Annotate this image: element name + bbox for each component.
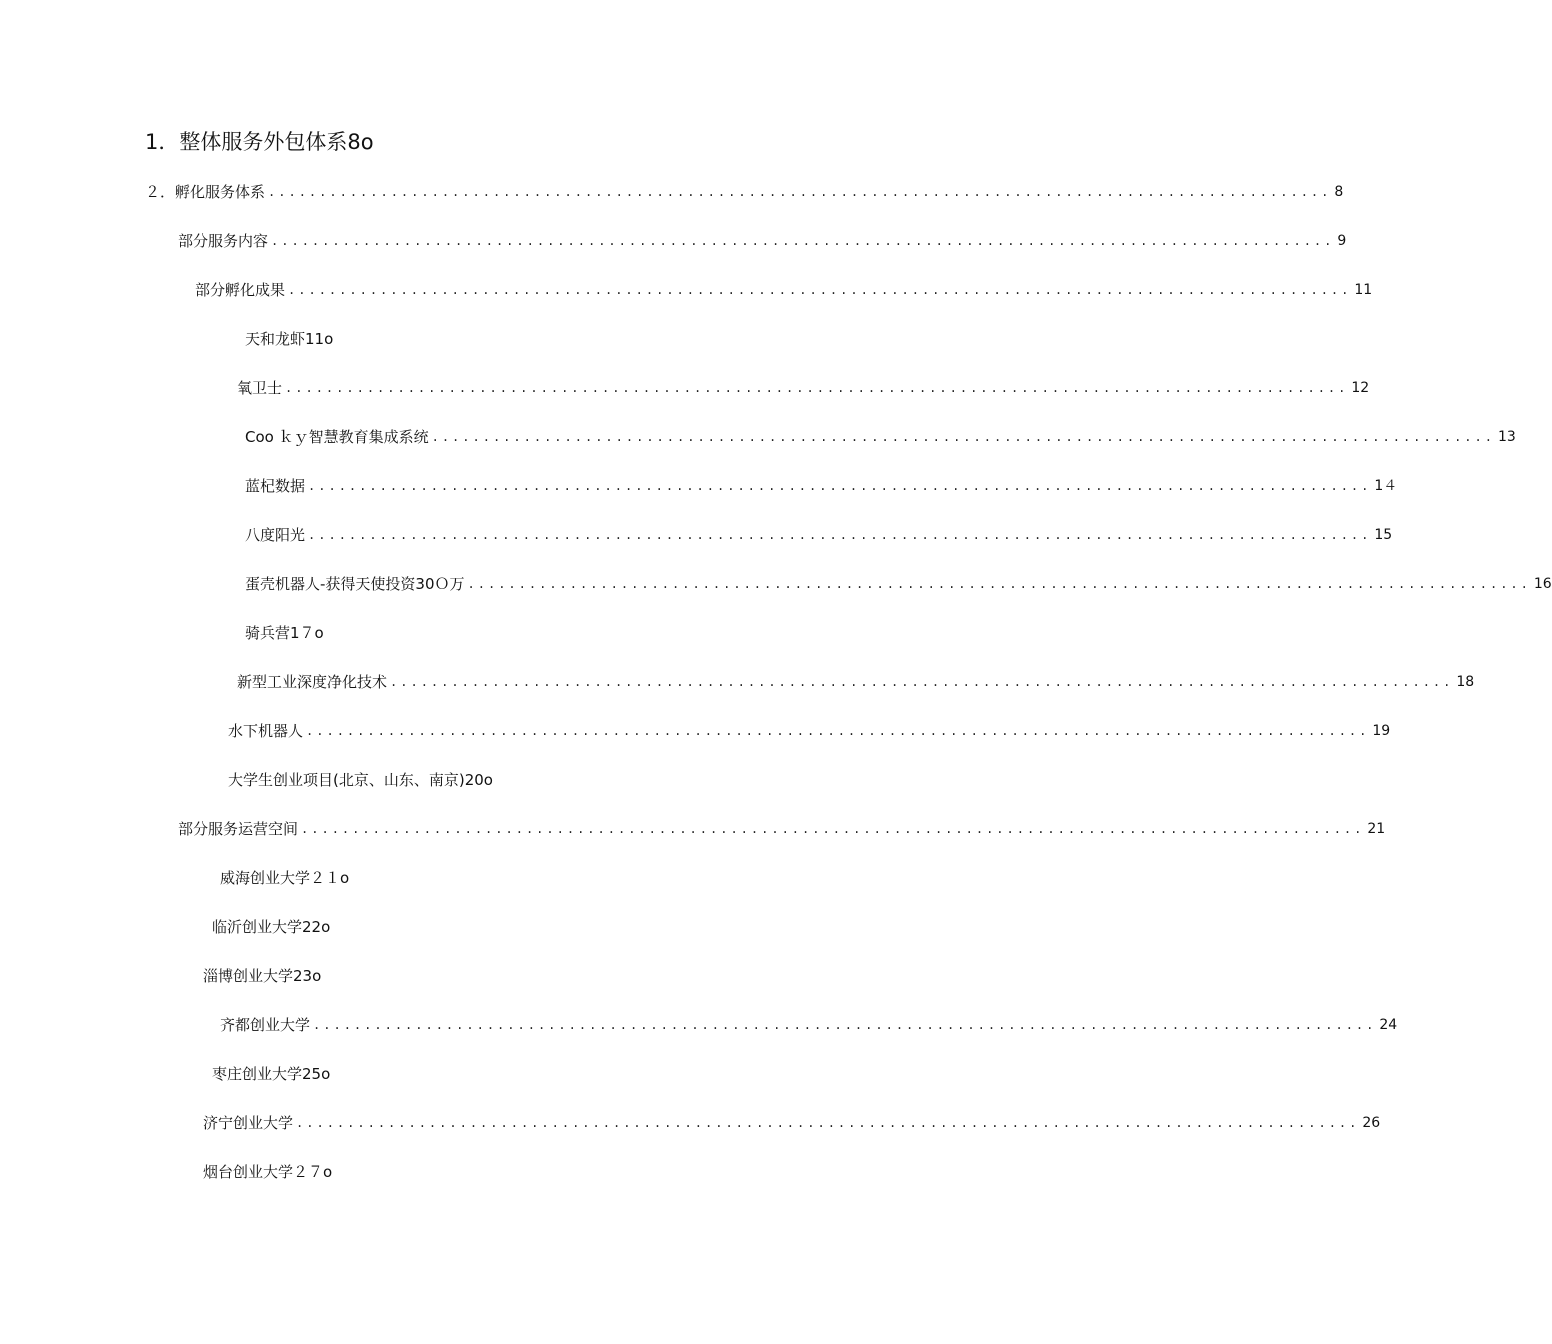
- toc-entry: [245, 570, 1552, 594]
- toc-entry: [245, 472, 1398, 496]
- toc-page-number: 16: [1533, 576, 1552, 592]
- toc-entry: [178, 227, 1347, 251]
- toc-entry: [212, 1060, 330, 1084]
- toc-page-number: 15: [1374, 527, 1393, 543]
- toc-entry: [195, 276, 1373, 300]
- toc-entry-text: 大学生创业项目(北京、山东、南京)20ο: [228, 771, 493, 789]
- toc-entry: [228, 766, 493, 790]
- toc-entry: [178, 815, 1386, 839]
- toc-entry-text: 齐都创业大学: [220, 1016, 311, 1034]
- toc-entry-heading: [145, 126, 374, 156]
- toc-entry-text: 八度阳光: [245, 526, 306, 544]
- toc-dot-leader: ........................................................................................................: [285, 381, 1349, 395]
- toc-entry: [203, 1158, 332, 1182]
- toc-entry-text: 氧卫士: [237, 379, 283, 397]
- toc-entry-text: 临沂创业大学22ο: [212, 918, 331, 936]
- toc-page-number: 9: [1337, 233, 1347, 249]
- toc-page-number: 18: [1456, 674, 1475, 690]
- toc-page-number: 24: [1379, 1017, 1398, 1033]
- toc-entry: [220, 1011, 1398, 1035]
- toc-dot-leader: ........................................................................................................: [288, 283, 1352, 297]
- toc-page-number: 26: [1362, 1115, 1381, 1131]
- toc-page-number: 12: [1351, 380, 1370, 396]
- toc-entry: [245, 423, 1516, 447]
- toc-dot-leader: ........................................................................................................: [308, 528, 1372, 542]
- toc-entry-text: 枣庄创业大学25ο: [212, 1065, 331, 1083]
- toc-dot-leader: ........................................................................................................: [296, 1116, 1360, 1130]
- toc-dot-leader: ........................................................................................................: [301, 822, 1365, 836]
- toc-page-number: 8: [1334, 184, 1344, 200]
- toc-dot-leader: ........................................................................................................: [390, 675, 1454, 689]
- toc-page-number: 11: [1354, 282, 1373, 298]
- toc-dot-leader: ........................................................................................................: [268, 185, 1332, 199]
- toc-entry: [245, 325, 333, 349]
- toc-entry-text: 骑兵营1７ο: [245, 624, 324, 642]
- toc-page-number: 1４: [1374, 478, 1398, 494]
- toc-dot-leader: ........................................................................................................: [313, 1018, 1377, 1032]
- toc-entry: [237, 374, 1370, 398]
- toc-entry-text: 部分服务运营空间: [178, 820, 299, 838]
- toc-entry: [245, 619, 324, 643]
- toc-entry: [145, 178, 1344, 202]
- toc-entry: [220, 864, 349, 888]
- toc-entry-text: 1．整体服务外包体系8ο: [145, 130, 374, 154]
- toc-entry-text: 部分服务内容: [178, 232, 269, 250]
- toc-entry-text: 蛋壳机器人-获得天使投资30Ｏ万: [245, 575, 465, 593]
- toc-dot-leader: ........................................................................................................: [467, 577, 1531, 591]
- toc-entry-text: 蓝杞数据: [245, 477, 306, 495]
- toc-entry-text: 淄博创业大学23ο: [203, 967, 322, 985]
- toc-entry-text: 水下机器人: [228, 722, 304, 740]
- toc-entry-text: 烟台创业大学２７ο: [203, 1163, 333, 1181]
- toc-entry: [237, 668, 1475, 692]
- toc-entry-text: ２．孵化服务体系: [145, 183, 266, 201]
- toc-entry: [203, 962, 321, 986]
- toc-dot-leader: ........................................................................................................: [306, 724, 1370, 738]
- toc-page-number: 21: [1367, 821, 1386, 837]
- toc-entry-text: 新型工业深度净化技术: [237, 673, 388, 691]
- toc-entry-text: 天和龙虾11ο: [245, 330, 334, 348]
- toc-dot-leader: ........................................................................................................: [431, 430, 1495, 444]
- toc-entry: [245, 521, 1393, 545]
- toc-entry: [203, 1109, 1381, 1133]
- toc-dot-leader: ........................................................................................................: [308, 479, 1372, 493]
- toc-page-number: 13: [1497, 429, 1516, 445]
- toc-entry-text: 威海创业大学２１ο: [220, 869, 350, 887]
- toc-entry-text: 济宁创业大学: [203, 1114, 294, 1132]
- toc-entry: [228, 717, 1391, 741]
- toc-entry: [212, 913, 330, 937]
- toc-entry-text: Coo ｋｙ智慧教育集成系统: [245, 428, 429, 446]
- toc-page-number: 19: [1372, 723, 1391, 739]
- toc-entry-text: 部分孵化成果: [195, 281, 286, 299]
- toc-dot-leader: ........................................................................................................: [271, 234, 1335, 248]
